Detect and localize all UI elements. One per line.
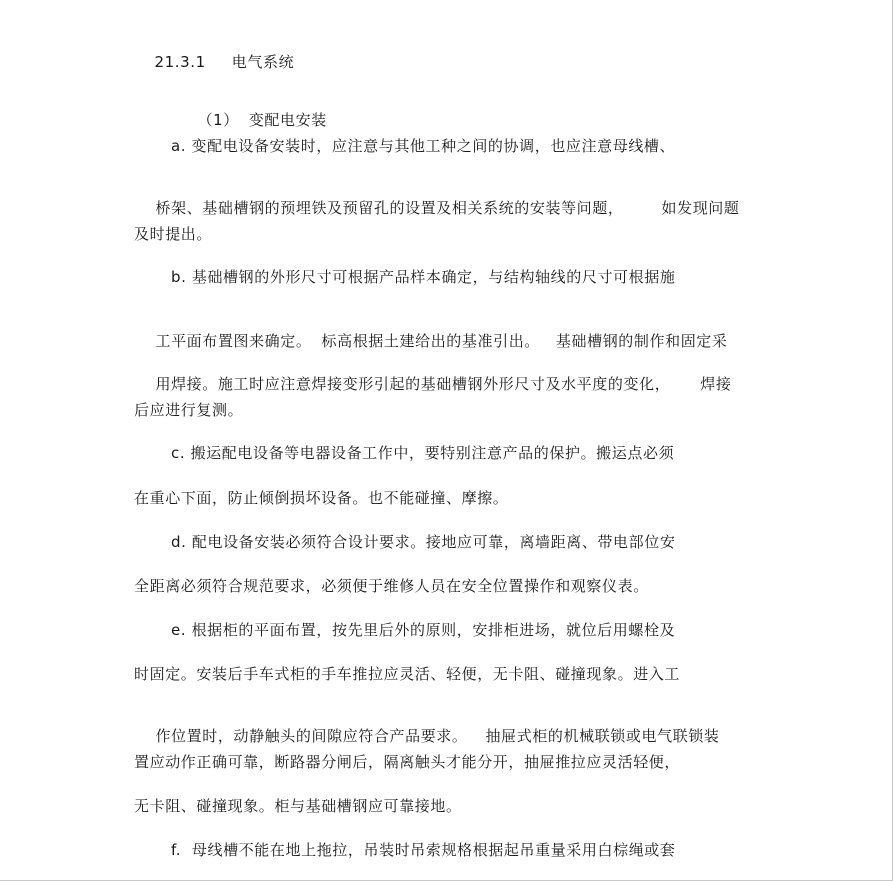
paragraph-e-line-3-part-1: 作位置时，动静触头的间隙应符合产品要求。 (155, 727, 468, 745)
subsection-title: 变配电安装 (248, 111, 327, 129)
paragraph-a-line-1: a. 变配电设备安装时，应注意与其他工种之间的协调，也应注意母线槽、 (171, 137, 676, 155)
paragraph-b-line-2-part-3: 基础槽钢的制作和固定采 (555, 332, 728, 350)
paragraph-e-line-2: 时固定。安装后手车式柜的手车推拉应灵活、轻便，无卡阻、碰撞现象。进入工 (134, 665, 681, 683)
paragraph-c-line-1: c. 搬运配电设备等电器设备工作中，要特别注意产品的保护。搬运点必须 (171, 444, 675, 462)
paragraph-b-line-4: 后应进行复测。 (134, 401, 244, 419)
paragraph-c-line-2: 在重心下面，防止倾倒损坏设备。也不能碰撞、摩擦。 (134, 489, 509, 507)
section-number: 21.3.1 (154, 53, 206, 71)
subsection-number: （1） (197, 111, 239, 129)
paragraph-a-line-2-part-1: 桥架、基础槽钢的预埋铁及预留孔的设置及相关系统的安装等问题， (155, 199, 624, 217)
paragraph-f-line-1: f. 母线槽不能在地上拖拉，吊装时吊索规格根据起吊重量采用白棕绳或套 (171, 841, 676, 859)
paragraph-d-line-1: d. 配电设备安装必须符合设计要求。接地应可靠，离墙距离、带电部位安 (171, 533, 676, 551)
section-heading (133, 35, 294, 89)
paragraph-a-line-2 (134, 181, 740, 235)
paragraph-e-line-1: e. 根据柜的平面布置，按先里后外的原则，安排柜进场，就位后用螺栓及 (171, 621, 676, 639)
paragraph-e-line-5: 无卡阻、碰撞现象。柜与基础槽钢应可靠接地。 (134, 797, 462, 815)
paragraph-b-line-3-part-2: 焊接 (700, 375, 732, 393)
paragraph-a-line-3: 及时提出。 (134, 225, 213, 243)
paragraph-b-line-1: b. 基础槽钢的外形尺寸可根据产品样本确定，与结构轴线的尺寸可根据施 (171, 268, 676, 286)
paragraph-a-line-2-part-2: 如发现问题 (661, 199, 740, 217)
paragraph-d-line-2: 全距离必须符合规范要求，必须便于维修人员在安全位置操作和观察仪表。 (134, 577, 649, 595)
paragraph-b-line-2-part-1: 工平面布置图来确定。 (155, 332, 312, 350)
paragraph-e-line-3-part-2: 抽屉式柜的机械联锁或电气联锁装 (485, 727, 720, 745)
paragraph-b-line-3-part-1: 用焊接。施工时应注意焊接变形引起的基础槽钢外形尺寸及水平度的变化， (155, 375, 671, 393)
paragraph-b-line-2-part-2: 标高根据土建给出的基准引出。 (321, 332, 540, 350)
paragraph-e-line-4: 置应动作正确可靠，断路器分闸后，隔离触头才能分开，抽屉推拉应灵活轻便， (134, 753, 681, 771)
section-title: 电气系统 (231, 53, 295, 71)
